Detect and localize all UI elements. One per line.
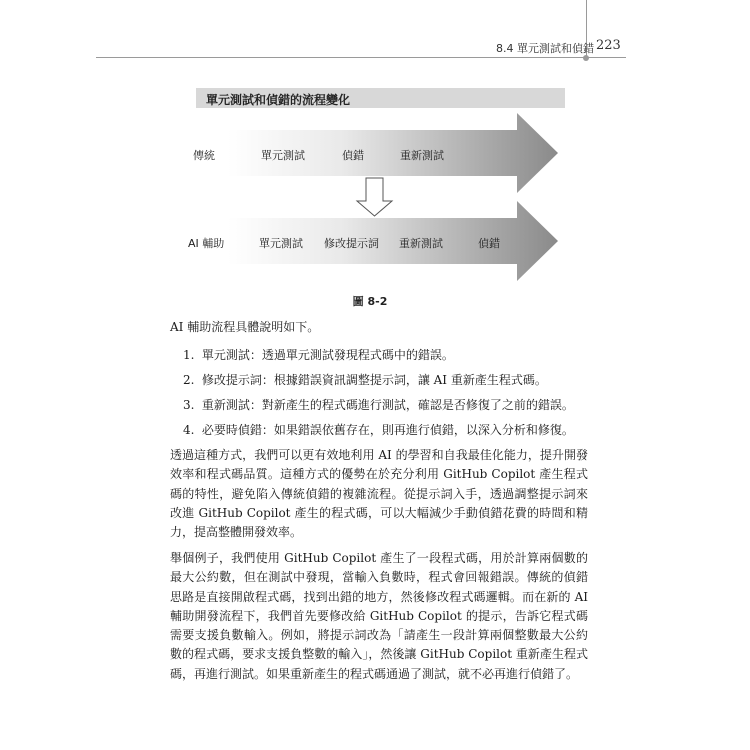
ai-step-retest: 重新測試 [399,237,443,250]
list-item [183,345,574,370]
traditional-step-debug: 偵錯 [342,149,364,162]
steps-list [183,345,574,445]
transition-down-arrow-icon [357,178,392,216]
list-item-text: 必要時偵錯：如果錯誤依舊存在，則再進行偵錯，以深入分析和修復。 [201,423,574,437]
list-item [183,420,574,445]
ai-step-modify-prompt: 修改提示詞 [324,237,379,250]
list-item-number: 4. [183,423,195,437]
list-item-number: 1. [183,348,195,362]
header-rule [96,57,626,58]
figure-title: 單元測試和偵錯的流程變化 [206,93,351,107]
paragraph-example: 舉個例子，我們使用 GitHub Copilot 產生了一段程式碼，用於計算兩個數的最大公約數，但在測試中發現，當輸入負數時，程式會回報錯誤。傳統的偵錯思路是直接開啟程式碼，找到出錯的地方，然後修改程式碼邏輯。而在新的 AI 輔助開發流程下，我們首先要修改給 GitHub Copilot 的提示，告訴它程式碼需要支援負數輸入。例如，將提示詞改為「請產生一段計算兩個整數最大公約數的程式碼，要求支援負整數的輸入」，然後讓 GitHub Copilot 重新產生程式碼，再進行測試。如果重新產生的程式碼通過了測試，就不必再進行偵錯了。 [170,551,588,681]
list-item-text: 修改提示詞：根據錯誤資訊調整提示詞，讓 AI 重新產生程式碼。 [201,373,547,387]
traditional-step-retest: 重新測試 [400,149,444,162]
list-item [183,370,574,395]
figure-caption: 圖 8-2 [352,295,388,308]
list-item [183,395,574,420]
page-number: 223 [596,38,621,53]
list-item-number: 2. [183,373,195,387]
list-item-text: 單元測試：透過單元測試發現程式碼中的錯誤。 [201,348,454,362]
list-item-number: 3. [183,398,195,412]
paragraph-advantages: 透過這種方式，我們可以更有效地利用 AI 的學習和自我最佳化能力，提升開發效率和程式碼品質。這種方式的優勢在於充分利用 GitHub Copilot 產生程式碼的特性，避免陷入傳統偵錯的複雜流程。從提示詞入手，透過調整提示詞來改進 GitHub Copilot 產生的程式碼，可以大幅減少手動偵錯花費的時間和精力，提高整體開發效率。 [170,448,588,540]
intro-text: AI 輔助流程具體說明如下。 [170,320,320,334]
ai-assisted-label: AI 輔助 [188,237,225,250]
ai-step-unit-test: 單元測試 [259,237,303,250]
ai-step-debug: 偵錯 [478,237,500,250]
running-header-section: 8.4 單元測試和偵錯 [496,42,594,55]
flow-figure [170,85,570,315]
traditional-step-unit-test: 單元測試 [261,149,305,162]
traditional-label: 傳統 [193,149,215,162]
list-item-text: 重新測試：對新產生的程式碼進行測試，確認是否修復了之前的錯誤。 [201,398,574,412]
flow-diagram [170,85,570,285]
